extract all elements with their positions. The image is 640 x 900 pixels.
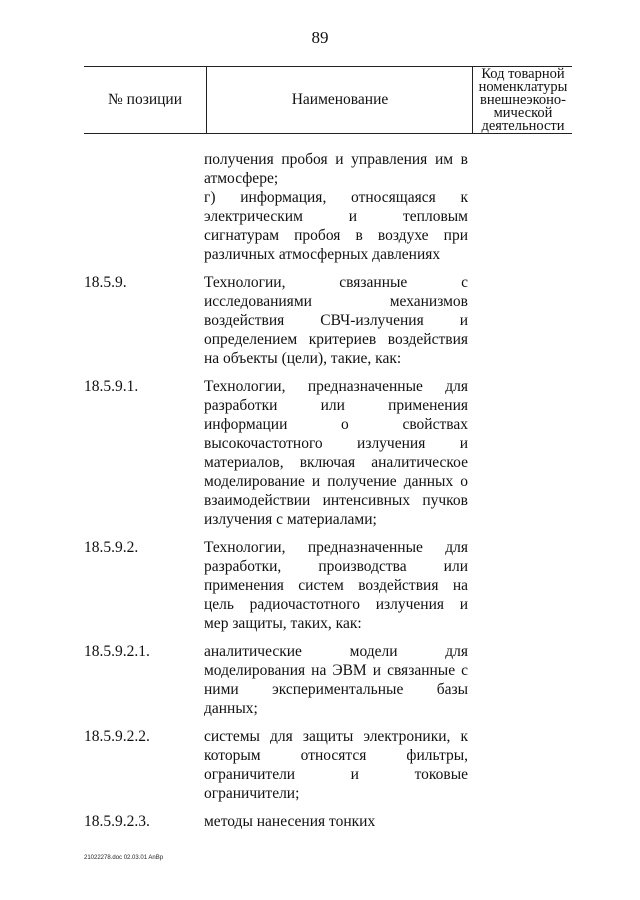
position-number: 18.5.9.2.2. [84, 728, 150, 745]
description-line: моделирования на ЭВМ и связанные с [204, 662, 468, 679]
description-line: получения пробоя и управления им в [204, 151, 468, 168]
item-description [204, 812, 468, 831]
item-description [204, 727, 468, 803]
item-description [204, 642, 468, 718]
description-line: излучения с материалами; [204, 511, 377, 528]
table-header [84, 66, 572, 134]
description-line: данных; [204, 700, 258, 717]
table-row [84, 273, 484, 368]
header-code-line: мической [493, 104, 553, 121]
description-line: на объекты (цели), такие, как: [204, 350, 402, 367]
description-line: атмосфере; [204, 170, 279, 187]
description-line: Технологии, связанные с [204, 274, 468, 291]
description-line: ограничители; [204, 785, 300, 802]
item-description [204, 150, 468, 264]
description-line: электрическим и тепловым [204, 208, 468, 225]
description-line: применения систем воздействия на [204, 577, 468, 594]
footer-code: 21022278.doc 02.03.01 AnBp [84, 855, 164, 861]
description-line: ними экспериментальные базы [204, 681, 468, 698]
description-line: мер защиты, таких, как: [204, 615, 362, 632]
description-line: исследованиями механизмов [204, 293, 468, 310]
description-line: методы нанесения тонких [204, 813, 376, 830]
description-line: Технологии, предназначенные для [204, 539, 468, 556]
description-line: материалов, включая аналитическое [204, 454, 468, 471]
table-row [84, 377, 484, 529]
description-line: ограничители и токовые [204, 766, 468, 783]
description-line: г) информация, относящаяся к [204, 189, 468, 206]
description-line: которым относятся фильтры, [204, 747, 468, 764]
description-line: различных атмосферных давлениях [204, 246, 441, 263]
position-number: 18.5.9.2.1. [84, 643, 150, 660]
item-description [204, 273, 468, 368]
header-code [472, 67, 573, 133]
header-code-line: Код товарной [481, 65, 565, 82]
header-code-line: внешнеэконо- [479, 91, 567, 108]
header-position: № позиции [107, 91, 182, 108]
description-line: Технологии, предназначенные для [204, 378, 468, 395]
position-number: 18.5.9. [84, 274, 127, 291]
description-line: моделирование и получение данных о [204, 473, 468, 490]
description-line: разработки или применения [204, 397, 468, 414]
item-description [204, 377, 468, 529]
description-line: аналитические модели для [204, 643, 468, 660]
description-line: воздействия СВЧ-излучения и [204, 312, 468, 329]
position-number: 18.5.9.2. [84, 539, 139, 556]
position-number: 18.5.9.2.3. [84, 813, 150, 830]
table-body [84, 150, 484, 840]
description-line: информации о свойствах [204, 416, 468, 433]
table-row [84, 812, 484, 831]
description-line: системы для защиты электроники, к [204, 728, 468, 745]
table-row [84, 538, 484, 633]
description-line: сигнатурам пробоя в воздухе при [204, 227, 468, 244]
page-number: 89 [311, 28, 329, 47]
description-line: взаимодействии интенсивных пучков [204, 492, 468, 509]
table-row [84, 150, 484, 264]
description-line: определением критериев воздействия [204, 331, 468, 348]
header-name: Наименование [206, 67, 473, 133]
description-line: высокочастотного излучения и [204, 435, 468, 452]
description-line: разработки, производства или [204, 558, 468, 575]
table-row [84, 642, 484, 718]
description-line: цель радиочастотного излучения и [204, 596, 468, 613]
item-description [204, 538, 468, 633]
table-row [84, 727, 484, 803]
position-number: 18.5.9.1. [84, 378, 139, 395]
header-code-line: номенклатуры [478, 78, 568, 95]
header-code-line: деятельности [481, 117, 565, 134]
